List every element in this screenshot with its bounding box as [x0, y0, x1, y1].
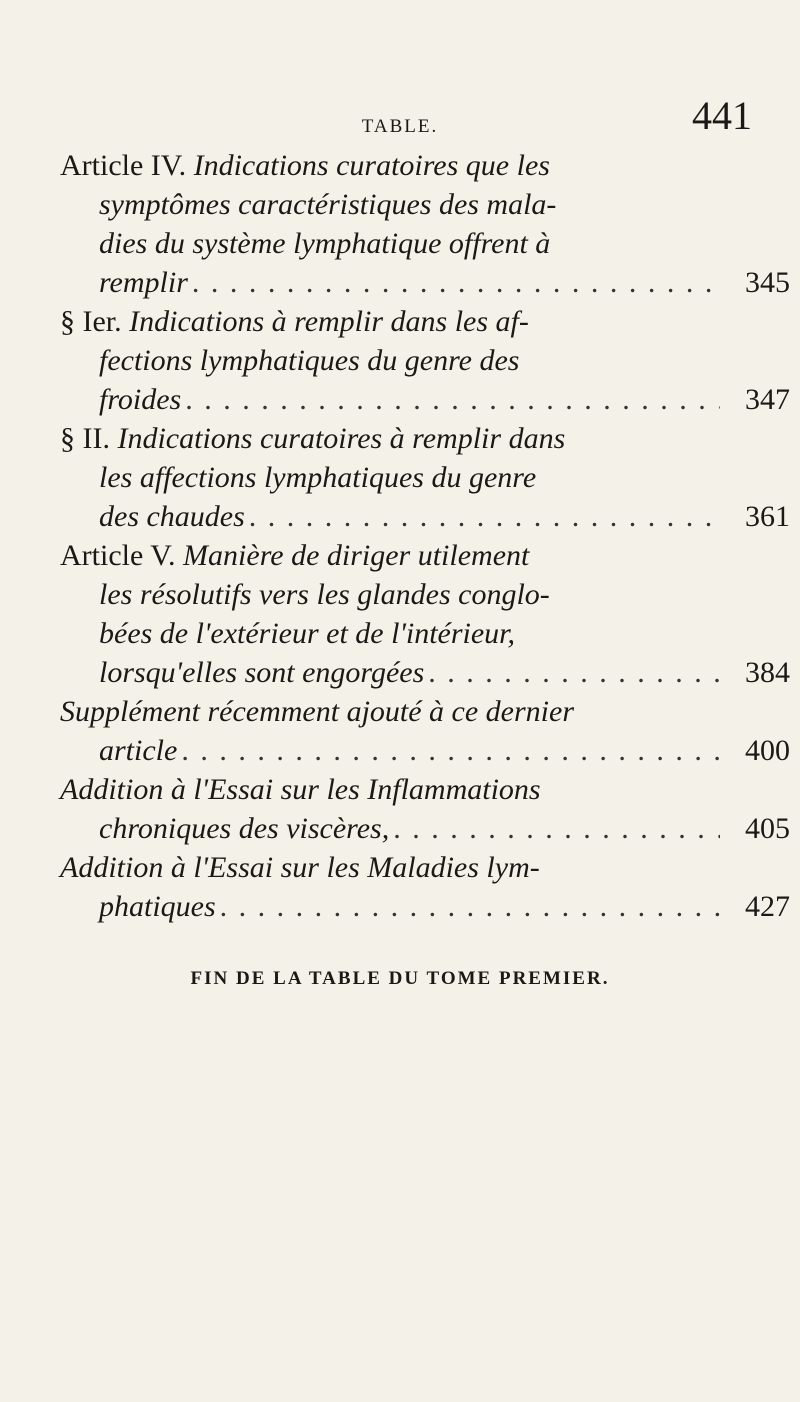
entry-title-text: froides [99, 383, 182, 416]
entry-title-text: Supplément récemment ajouté à ce dernier [60, 695, 574, 728]
toc-line [60, 848, 720, 887]
toc-line [60, 809, 790, 848]
entry-heading: Article IV. [60, 149, 194, 182]
dot-leader [393, 809, 720, 848]
dot-leader [181, 731, 720, 770]
table-of-contents [60, 146, 790, 926]
entry-title-text: bées de l'extérieur et de l'intérieur, [99, 617, 516, 650]
toc-line [60, 458, 720, 497]
toc-line [60, 770, 720, 809]
entry-title-text: Addition à l'Essai sur les Maladies lym- [60, 851, 540, 884]
entry-title-text: remplir [99, 266, 188, 299]
dot-leader [192, 263, 720, 302]
end-note: FIN DE LA TABLE DU TOME PREMIER. [190, 968, 610, 989]
entry-page-number: 400 [745, 734, 790, 767]
entry-title-text: Indications curatoires que les [193, 149, 550, 182]
toc-line [60, 263, 790, 302]
entry-title-text: les résolutifs vers les glandes conglo- [99, 578, 550, 611]
dot-leader [428, 653, 720, 692]
entry-title-text: Manière de diriger utilement [183, 539, 530, 572]
toc-line [60, 692, 720, 731]
running-head: TABLE. [361, 116, 439, 137]
entry-title-text: Indications à remplir dans les af- [129, 305, 529, 338]
toc-entry [60, 848, 790, 926]
dot-leader [185, 380, 720, 419]
entry-title-text: phatiques [99, 890, 216, 923]
entry-page-number: 361 [745, 500, 790, 533]
entry-heading: § II. [60, 422, 118, 455]
toc-entry [60, 146, 790, 302]
toc-line [60, 575, 720, 614]
toc-line [60, 536, 720, 575]
entry-heading: Article V. [60, 539, 184, 572]
entry-title-text: des chaudes [99, 500, 245, 533]
toc-line [60, 419, 720, 458]
toc-line [60, 497, 790, 536]
toc-line [60, 887, 790, 926]
entry-title-text: chroniques des viscères, [99, 812, 390, 845]
toc-line [60, 146, 720, 185]
toc-line [60, 302, 720, 341]
toc-line [60, 653, 790, 692]
entry-page-number: 405 [745, 812, 790, 845]
entry-title-text: Indications curatoires à remplir dans [117, 422, 566, 455]
toc-line [60, 614, 720, 653]
entry-title-text: article [99, 734, 178, 767]
toc-line [60, 380, 790, 419]
dot-leader [249, 497, 720, 536]
entry-title-text: Addition à l'Essai sur les Inflammations [60, 773, 541, 806]
dot-leader [220, 887, 720, 926]
toc-entry [60, 692, 790, 770]
toc-line [60, 185, 720, 224]
entry-page-number: 384 [745, 656, 790, 689]
entry-title-text: lorsqu'elles sont engorgées [99, 656, 425, 689]
toc-entry [60, 419, 790, 536]
toc-line [60, 731, 790, 770]
entry-title-text: les affections lymphatiques du genre [99, 461, 537, 494]
toc-entry [60, 770, 790, 848]
entry-page-number: 427 [745, 890, 790, 923]
toc-entry [60, 302, 790, 419]
entry-title-text: dies du système lymphatique offrent à [99, 227, 551, 260]
toc-entry [60, 536, 790, 692]
toc-line [60, 224, 720, 263]
entry-title-text: fections lymphatiques du genre des [99, 344, 520, 377]
entry-title-text: symptômes caractéristiques des mala- [99, 188, 557, 221]
entry-heading: § Ier. [60, 305, 130, 338]
entry-page-number: 345 [745, 266, 790, 299]
page-number: 441 [692, 93, 752, 138]
entry-page-number: 347 [745, 383, 790, 416]
toc-line [60, 341, 720, 380]
